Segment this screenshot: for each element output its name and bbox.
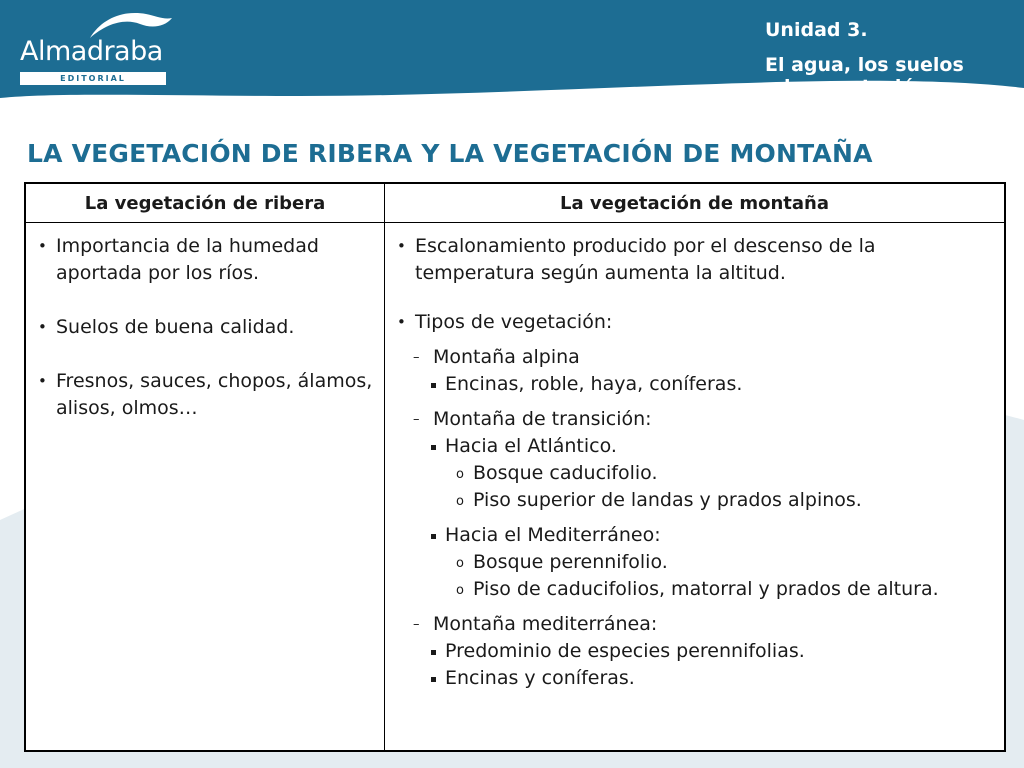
list-item: • Fresnos, sauces, chopos, álamos, alisos, olmos… [34, 368, 378, 422]
unit-title [765, 54, 1015, 98]
sublist-item: Encinas y coníferas. [426, 665, 998, 692]
sublist-item: o Bosque caducifolio. [454, 460, 998, 487]
sublist-item: – Montaña alpina [413, 344, 998, 371]
ribera-list [34, 233, 378, 422]
sublist-item: o Piso superior de landas y prados alpinos. [454, 487, 998, 514]
list-item: • Escalonamiento producido por el descenso de la temperatura según aumenta la altitud. [393, 233, 998, 287]
sublist-item: o Bosque perennifolio. [454, 549, 998, 576]
sublist-item: Encinas, roble, haya, coníferas. [426, 371, 998, 398]
logo-subtitle: EDITORIAL [20, 72, 166, 85]
header-ribera: La vegetación de ribera [25, 183, 385, 223]
table-header-row [25, 183, 1005, 223]
header-montana: La vegetación de montaña [385, 183, 1006, 223]
montana-list [393, 233, 998, 336]
comparison-table [24, 182, 1006, 752]
unit-title-line-2: y la vegetación [765, 76, 928, 98]
list-item: • Tipos de vegetación: [393, 309, 998, 336]
sublist-item: o Piso de caducifolios, matorral y prados de altura. [454, 576, 998, 603]
unit-heading [765, 19, 1015, 98]
table-body-row [25, 223, 1005, 752]
cell-ribera [25, 223, 385, 752]
list-item: • Suelos de buena calidad. [34, 314, 378, 341]
sublist-item: – Montaña mediterránea: [413, 611, 998, 638]
sublist-item: Hacia el Atlántico. [426, 433, 998, 460]
unit-label: Unidad 3. [765, 19, 868, 41]
cell-montana [385, 223, 1006, 752]
list-item: • Importancia de la humedad aportada por los ríos. [34, 233, 378, 287]
sublist-item: – Montaña de transición: [413, 406, 998, 433]
publisher-logo [20, 8, 170, 83]
logo-wordmark: Almadraba [20, 36, 163, 67]
sublist-item: Hacia el Mediterráneo: [426, 522, 998, 549]
sublist-item: Predominio de especies perennifolias. [426, 638, 998, 665]
unit-title-line-1: El agua, los suelos [765, 54, 964, 76]
slide-title: LA VEGETACIÓN DE RIBERA Y LA VEGETACIÓN DE MONTAÑA [27, 139, 873, 168]
